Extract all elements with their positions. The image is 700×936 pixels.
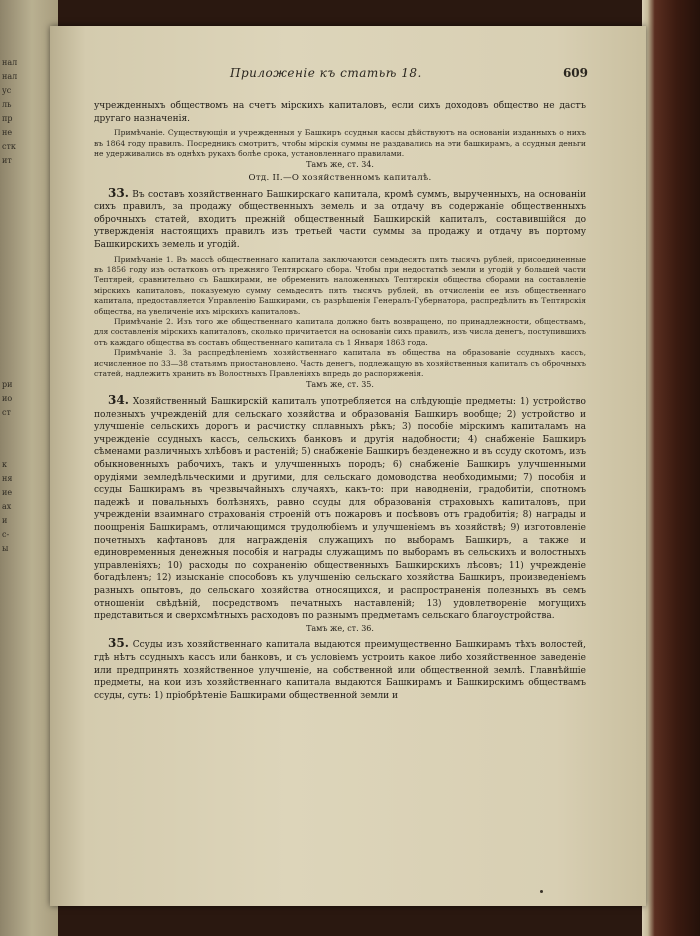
page-number: 609 [562,66,588,80]
article-number: 33. [108,185,129,200]
article-paragraph [94,394,586,623]
page-header [50,66,646,86]
page-body [94,100,586,702]
article-paragraph [94,187,586,252]
article-number: 35. [108,636,129,651]
left-fragment: ит [2,156,12,165]
left-fragment: с- [2,530,10,539]
article-text: Хозяйственный Башкирскій капиталъ употребляется на слѣдующіе предметы: 1) устройство полезныхъ учрежденій для сельскаго хозяйства и образованія Башкиръ вообще; 2) устройство и улучшеніе сельскихъ дорогъ и расчистку сплавныхъ рѣкъ; 3) пособіе мірскимъ капиталамъ на учрежденіе ссудныхъ кассъ, сельскихъ банковъ и другія надобности; 4) снабженіе Башкиръ сѣменами различныхъ хлѣбовъ и растеній; 5) снабженіе Башкиръ безденежно и въ ссуду скотомъ, изъ обыкновенныхъ рабочихъ, такъ и улучшенныхъ породъ; 6) снабженіе Башкиръ улучшенными орудіями земледѣльческими и другими, для сельскаго домоводства необходимыми; 7) пособія и ссуды Башкирамъ въ чрезвычайныхъ случаяхъ, какъ-то: при наводненіи, градобитіи, спотномъ падежѣ и повальныхъ болѣзняхъ, равно ссуды для образованія страховыхъ капиталовъ, при учрежденіи взаимнаго страхованія строеній отъ пожаровъ и посѣвовъ отъ градобитія; 8) награды и поощренія Башкирамъ, отличающимся трудолюбіемъ и улучшеніемъ въ хозяйствѣ; 9) изготовленіе почетныхъ кафтановъ для награжденія служащихъ по выборамъ Башкиръ, а также и единовременныя денежныя пособія и награды служащимъ по выборамъ въ сельскихъ и волостныхъ управленіяхъ; 10) расходы по сохраненію общественныхъ Башкирскихъ лѣсовъ; 11) учрежденіе богадѣленъ; 12) изысканіе способовъ къ улучшенію сельскаго хозяйства Башкиръ, произведеніемъ разныхъ опытовъ, до сельскаго хозяйства относящихся, и распространенія полезныхъ въ семъ отношеніи свѣдѣній, посредствомъ печатныхъ наставленій; 13) удовлетвореніе могущихъ представиться и сверхсмѣтныхъ расходовъ по разнымъ предметамъ сельскаго благоустройства. [94,397,586,622]
note-paragraph: Примѣчаніе 2. Изъ того же общественнаго капитала должно быть возвращено, по принадлежности, обществамъ, для составленія мірскихъ капиталовъ, сколько причитается на основаніи сихъ правилъ, изъ числа денегъ, поступившихъ отъ каждаго общества въ составъ общественнаго капитала съ 1 Января 1863 года. [94,317,586,347]
note-paragraph: Примѣчаніе. Существующія и учрежденныя у Башкиръ ссудныя кассы дѣйствуютъ на основаніи изданныхъ о нихъ въ 1864 году правилъ. Посредникъ смотритъ, чтобы мірскія суммы не раздавались на эти башкирамъ, а ссудныя деньги не удерживались въ однѣхъ рукахъ болѣе срока, установленнаго правилами. [94,128,586,158]
running-title: Приложеніе къ статьѣ 18. [230,66,422,80]
source-reference: Тамъ же, ст. 34. [306,160,374,170]
note-paragraph: Примѣчаніе 1. Въ массѣ общественнаго капитала заключаются семьдесятъ пять тысячъ рублей, присоединенные въ 1856 году изъ остатковъ отъ прежняго Тептярскаго сбора. Чтобы при недостаткѣ земли и угодій у большей части Тептярей, сравнительно съ Башкирами, не обременить наложенныхъ Тептярскія общества сборами на составленіе мірскихъ капиталовъ, показуемую сумму семьдесятъ пять тысячъ рублей, въ отчисленіи ее изъ общественнаго капитала, предоставляется Управленію Башкирами, съ разрѣшенія Генералъ-Губернатора, распредѣлить въ Тептярскія общества, на увеличеніе ихъ мірскихъ капиталовъ. [94,254,586,316]
source-reference: Тамъ же, ст. 36. [306,623,374,633]
left-fragment: пр [2,114,13,123]
left-fragment: ус [2,86,12,95]
left-fragment: ст [2,408,11,417]
source-reference: Тамъ же, ст. 35. [306,380,374,390]
left-fragment: нал [2,72,18,81]
book-page [50,26,646,906]
section-heading: Отд. II.—О хозяйственномъ капиталѣ. [248,173,432,183]
article-number: 34. [108,393,129,408]
left-fragment: ри [2,380,13,389]
left-fragment: ня [2,474,13,483]
left-fragment: ах [2,502,12,511]
article-text: Въ составъ хозяйственнаго Башкирскаго капитала, кромѣ суммъ, вырученныхъ, на основаніи сихъ правилъ, за продажу общественныхъ земель и за отдачу въ содержаніе общественныхъ оброчныхъ статей, входитъ прежній общественный Башкирскій капиталъ, составившійся до утвержденія настоящихъ правилъ изъ третьей части суммы за продажу и отдачу въ портому Башкирскихъ земель и угодій. [94,189,586,250]
left-fragment: к [2,460,7,469]
left-fragment: ие [2,488,13,497]
left-fragment: стк [2,142,16,151]
left-fragment: и [2,516,8,525]
left-fragment: ы [2,544,9,553]
article-paragraph [94,637,586,702]
ink-mark [540,890,543,893]
note-paragraph: Примѣчаніе 3. За распредѣленіемъ хозяйственнаго капитала въ общества на образованіе ссудныхъ кассъ, исчисленное по 33—38 статьямъ приостановлено. Часть денегъ, подлежащую въ хозяйственныя капиталъ съ оброчныхъ статей, надлежитъ хранить въ Волостныхъ Правленіяхъ впредь до распоряженія. [94,348,586,379]
paragraph-continuation: учрежденныхъ обществомъ на счетъ мірскихъ капиталовъ, если сихъ доходовъ общество не дастъ другаго назначенія. [94,101,586,124]
left-fragment: нал [2,58,18,67]
article-text: Ссуды изъ хозяйственнаго капитала выдаются преимущественно Башкирамъ тѣхъ волостей, гдѣ нѣтъ ссудныхъ кассъ или банковъ, и съ условіемъ устроить какое либо хозяйственное заведеніе или предпринять хозяйственное улучшеніе, на собственной или общественной землѣ. Главнѣйшіе предметы, на кои изъ хозяйственнаго капитала выдаются Башкирамъ и Башкирскимъ обществамъ ссуды, суть: 1) пріобрѣтеніе Башкирами общественной земли и [94,640,586,701]
left-fragment: не [2,128,13,137]
book-binding [642,0,700,936]
left-fragment: ио [2,394,13,403]
left-fragment: ль [2,100,12,109]
